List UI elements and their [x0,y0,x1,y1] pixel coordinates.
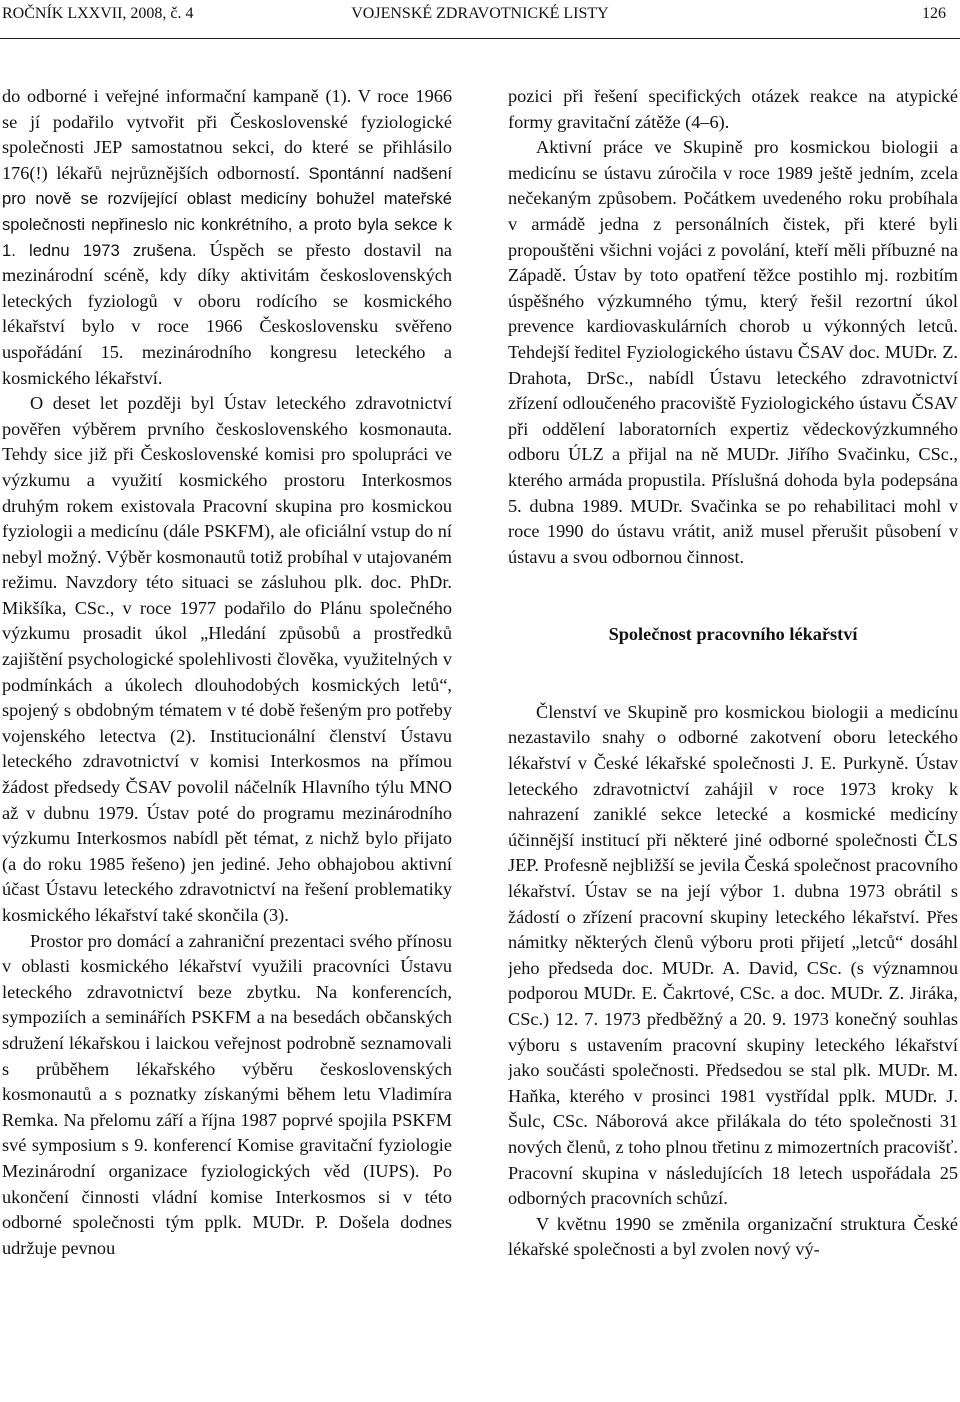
paragraph-1-part-c: Úspěch se přesto dostavil na mezinárodní scéně, kdy díky aktivitám československých leteckých fyziologů v oboru rodícího se kosmického lékařství bylo v roce 1966 Československu svěřeno uspořádání 15. mezinárodního kongresu leteckého a kosmického lékařství. [2,239,452,388]
paragraph-2-part-a: O deset let později byl Ústav leteckého zdravotnictví pověřen výběrem prvního československého kosmonauta. [2,393,452,439]
paragraph-r3: Členství ve Skupině pro kosmickou biologii a medicínu nezastavilo snahy o odborné zakotvení oboru leteckého lékařství v České lékařské společnosti J. E. Purkyně. Ústav leteckého zdravotnictví zahájil v roce 1973 kroky k nahrazení zaniklé sekce letecké a kosmické medicíny účinnější institucí při některé jiné odborné společnosti ČLS JEP. Profesně nejbližší se jevila Česká společnost pracovního lékařství. Ústav se na její výbor 1. dubna 1973 obrátil s žádostí o zřízení pracovní skupiny leteckého lékařství. Přes námitky některých členů výboru proti přijetí „letců“ dosáhl jeho předseda doc. MUDr. A. David, CSc. (s významnou podporou MUDr. E. Čakrtové, CSc. a doc. MUDr. Z. Jiráka, CSc.) 12. 7. 1973 předběžný a 20. 9. 1973 konečný souhlas výboru s ustavením pracovní skupiny leteckého lékařství jako součásti společnosti. Předsedou se stal plk. MUDr. M. Haňka, kterého v prosinci 1981 vystřídal pplk. MUDr. J. Šulc, CSc. Náborová akce přilákala do této společnosti 31 nových členů, z toho plnou třetinu z mimozertních pracovišť. Pracovní skupina v následujících 18 letech uspořádala 25 odborných pracovních schůzí. [508,701,958,1209]
paragraph-1 [2,84,452,391]
section-heading: Společnost pracovního lékařství [608,624,858,645]
paragraph-2 [2,391,452,928]
page-number: 126 [922,5,946,22]
journal-title: VOJENSKÉ ZDRAVOTNICKÉ LISTY [351,5,609,22]
header-rule [0,38,960,39]
journal-issue: ROČNÍK LXXVII, 2008, č. 4 [2,5,194,22]
paragraph-1-part-a: do odborné i veřejné informační kampaně (1). V roce 1966 se jí podařilo vytvořit při Československé fyziologické společnosti JEP samostatnou sekci, do které se přihlásilo 176(!) lékařů nejrůznějších odborností. [2,86,452,183]
right-column [508,84,958,1402]
running-header [0,2,960,30]
paragraph-r2: Aktivní práce ve Skupině pro kosmickou biologii a medicínu se ústavu zúročila v roce 1989 ještě jedním, zcela nečekaným způsobem. Počátkem uvedeného roku probíhala v armádě jedna z personálních čistek, při které byli propouštěni všichni vojáci z povolání, kteří měli příbuzné na Západě. Ústav by toto opatření těžce postihlo mj. rozbitím úspěšného výzkumného týmu, který řešil rezortní úkol prevence kardiovaskulárních chorob u výkonných letců. Tehdejší ředitel Fyziologického ústavu ČSAV doc. MUDr. Z. Drahota, DrSc., nabídl Ústavu leteckého zdravotnictví zřízení odloučeného pracoviště Fyziologického ústavu ČSAV při oddělení laboratorních expertiz vědeckovýzkumného odboru ÚLZ a přijal na ně MUDr. Jiřího Svačinku, CSc., kterého armáda propustila. Příslušná dohoda byla podepsána 5. dubna 1989. MUDr. Svačinka se po rehabilitaci mohl v roce 1990 do ústavu vrátit, aniž musel přerušit působení v ústavu a svou odbornou činnost. [508,137,958,567]
paragraph-2-part-c: Výběr kosmonautů totiž probíhal v utajovaném režimu. Navzdory této situaci se zásluhou plk. doc. PhDr. Mikšíka, CSc., v roce 1977 podařilo do Plánu společného výzkumu prosadit úkol „Hledání způsobů a prostředků zajištění psychologické spolehlivosti člověka, využitelných v podmínkách a úkolech dlouhodobých kosmických letů“, spojený s obdobným tématem v té době řešeným pro potřeby vojenského letectva (2). Institucionální členství Ústavu leteckého zdravotnictví v komisi Interkosmos na přímou žádost předsedy ČSAV povolil náčelník Hlavního týlu MNO až v dubnu 1979. Ústav poté do programu mezinárodního výzkumu Interkosmos nabídl pět témat, z nichž bylo přijato (a do roku 1985 řešeno) jen jediné. Jeho obhajobou aktivní účast Ústavu leteckého zdravotnictví na řešení problematiky kosmického lékařství také skončila (3). [2,546,452,925]
paragraph-2-part-b: Tehdy sice již při Československé komisi pro spolupráci ve výzkumu a využití kosmického prostoru Interkosmos druhým rokem existovala Pracovní skupina pro kosmickou fyziologii a medicínu (dále PSKFM), ale oficiální vstup do ní nebyl možný. [2,444,452,567]
paragraph-r4: V květnu 1990 se změnila organizační struktura České lékařské společnosti a byl zvolen nový vý- [508,1213,958,1260]
paragraph-r1: pozici při řešení specifických otázek reakce na atypické formy gravitační zátěže (4–6). [508,86,958,132]
paragraph-3: Prostor pro domácí a zahraniční prezentaci svého přínosu v oblasti kosmického lékařství využili pracovníci Ústavu leteckého zdravotnictví beze zbytku. Na konferencích, sympoziích a seminářích PSKFM a na besedách občanských sdružení lékařskou i laickou veřejnost podrobně seznamovali s průběhem lékařského výběru československých kosmonautů a s poznatky získanými během letu Vladimíra Remka. Na přelomu září a října 1987 poprvé spojila PSKFM své symposium s 9. konferencí Komise gravitační fyziologie Mezinárodní organizace fyziologických věd (IUPS). Po ukončení činnosti vládní komise Interkosmos si v této odborné společnosti tým pplk. MUDr. P. Došela dodnes udržuje pevnou [2,930,452,1258]
left-column [2,84,452,1402]
paragraph-1-part-b: Spontánní nadšení pro nově se rozvíjející oblast medicíny bohužel mateřské společnosti nepřineslo nic konkrétního, a proto byla sekce k 1. lednu 1973 zrušena. [2,163,452,260]
